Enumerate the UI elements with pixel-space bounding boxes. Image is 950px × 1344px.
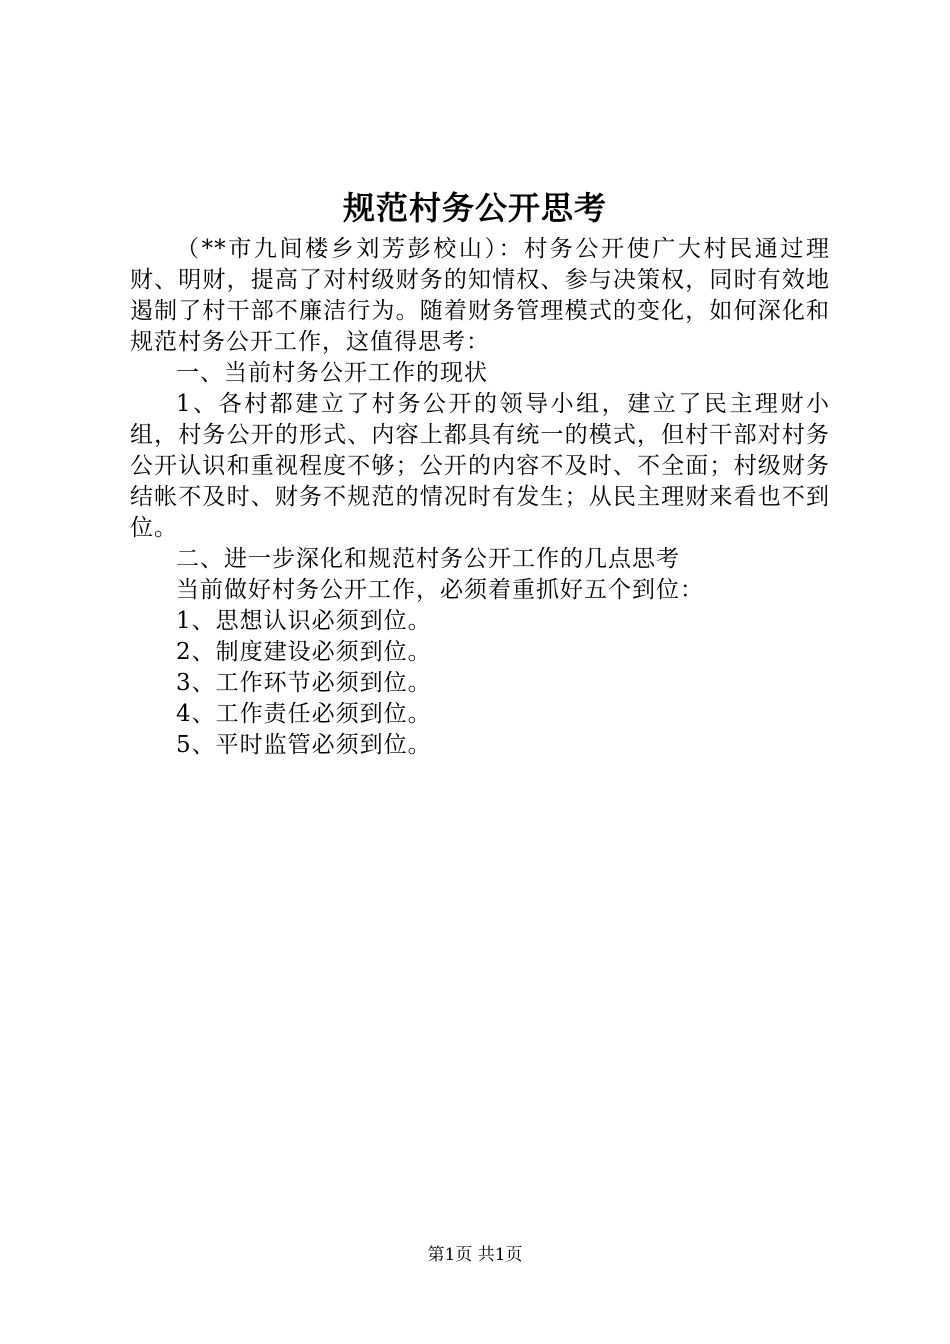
point-item: 3、工作环节必须到位。 bbox=[176, 670, 432, 696]
document-body bbox=[130, 234, 830, 761]
point-item: 1、思想认识必须到位。 bbox=[176, 608, 432, 634]
section1-paragraph: 1、各村都建立了村务公开的领导小组，建立了民主理财小组，村务公开的形式、内容上都具有统一的模式，但村干部对村务公开认识和重视程度不够；公开的内容不及时、不全面；村级财务结帐不及时、财务不规范的情况时有发生；从民主理财来看也不到位。 bbox=[130, 391, 830, 541]
section2-lead: 当前做好村务公开工作，必须着重抓好五个到位： bbox=[176, 577, 704, 603]
point-item: 5、平时监管必须到位。 bbox=[176, 732, 432, 758]
page-footer: 第1页 共1页 bbox=[427, 1245, 523, 1265]
intro-paragraph: （**市九间楼乡刘芳彭校山）：村务公开使广大村民通过理财、明财，提高了对村级财务的知情权、参与决策权，同时有效地遏制了村干部不廉洁行为。随着财务管理模式的变化，如何深化和规范村务公开工作，这值得思考： bbox=[130, 236, 830, 355]
section1-heading: 一、当前村务公开工作的现状 bbox=[176, 360, 488, 386]
point-item: 2、制度建设必须到位。 bbox=[176, 639, 432, 665]
section2-heading: 二、进一步深化和规范村务公开工作的几点思考 bbox=[176, 546, 680, 572]
point-item: 4、工作责任必须到位。 bbox=[176, 701, 432, 727]
document-title: 规范村务公开思考 bbox=[342, 189, 607, 227]
